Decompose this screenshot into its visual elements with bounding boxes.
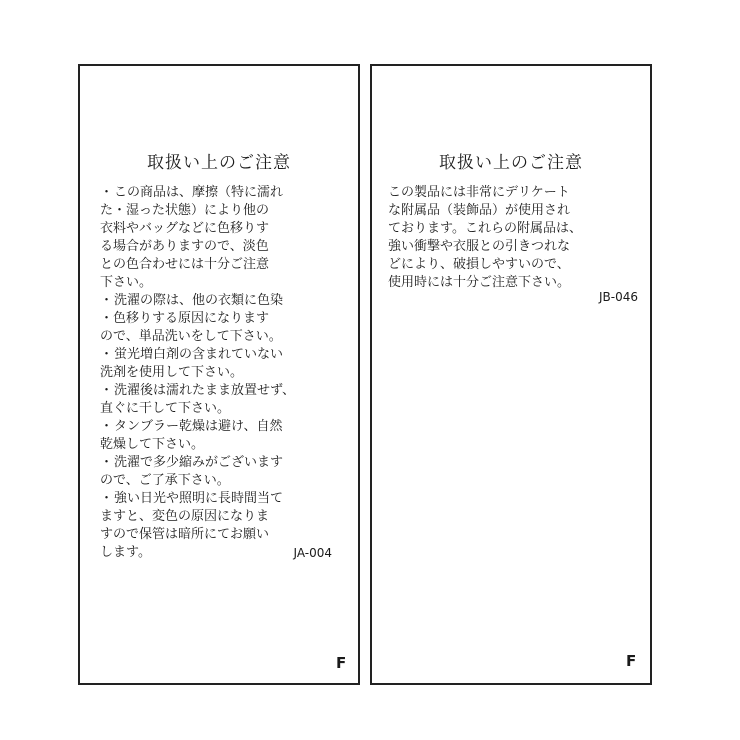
paragraph-line: な附属品（装飾品）が使用され (388, 203, 571, 218)
bullet-mark: ・ (100, 419, 114, 434)
note-line: すので保管は暗所にてお願い (100, 527, 270, 542)
care-label-right (370, 64, 652, 685)
care-note (100, 184, 332, 292)
note-line: 洗剤を使用して下さい。 (100, 365, 244, 380)
paragraph-line: 強い衝撃や衣服との引きつれな (388, 239, 571, 254)
bullet-mark: ・ (100, 347, 114, 362)
note-line: タンブラー乾燥は避け、自然 (114, 419, 283, 434)
note-line: します。 (100, 545, 151, 560)
note-line: ので、ご了承下さい。 (100, 473, 230, 488)
note-line: 直ぐに干して下さい。 (100, 401, 231, 416)
care-label-left (78, 64, 360, 685)
note-line: との色合わせには十分ご注意 (100, 257, 270, 272)
care-label-title: 取扱い上のご注意 (439, 153, 583, 173)
care-note (100, 382, 332, 418)
note-line: た・湿った状態）により他の (100, 203, 270, 218)
paragraph-line: ております。これらの附属品は、 (388, 221, 582, 236)
size-mark: F (336, 654, 347, 672)
care-note (100, 418, 332, 454)
care-paragraph (388, 184, 638, 306)
label-code: JA-004 (293, 546, 332, 560)
note-line: 洗濯後は濡れたまま放置せず、 (114, 383, 295, 398)
care-notes-list (100, 184, 332, 562)
note-line: 乾燥して下さい。 (100, 437, 205, 452)
note-line: ますと、変色の原因になりま (100, 509, 270, 524)
care-label-title: 取扱い上のご注意 (147, 153, 291, 173)
note-line: ・色移りする原因になります (100, 311, 270, 326)
size-mark: F (626, 652, 637, 670)
paragraph-line: どにより、破損しやすいので、 (388, 257, 570, 272)
bullet-mark: ・ (100, 491, 114, 506)
paragraph-line: この製品には非常にデリケート (388, 185, 570, 200)
note-line: 蛍光増白剤の含まれていない (114, 347, 284, 362)
bullet-mark: ・ (100, 293, 114, 308)
bullet-mark: ・ (100, 383, 114, 398)
care-note (100, 292, 332, 346)
note-line: 強い日光や照明に長時間当て (114, 491, 284, 506)
note-line: る場合がありますので、淡色 (100, 239, 269, 254)
note-line: ので、単品洗いをして下さい。 (100, 329, 282, 344)
note-line: 衣料やバッグなどに色移りす (100, 221, 270, 236)
label-code: JB-046 (598, 290, 638, 304)
bullet-mark: ・ (100, 455, 114, 470)
note-line: 下さい。 (100, 275, 153, 290)
note-line: この商品は、摩擦（特に濡れ (114, 185, 284, 200)
care-note (100, 454, 332, 490)
paragraph-line: 使用時には十分ご注意下さい。 (388, 275, 571, 290)
bullet-mark: ・ (100, 185, 114, 200)
note-line: 洗濯の際は、他の衣類に色染 (114, 293, 284, 308)
note-line: 洗濯で多少縮みがございます (114, 455, 284, 470)
care-note (100, 346, 332, 382)
